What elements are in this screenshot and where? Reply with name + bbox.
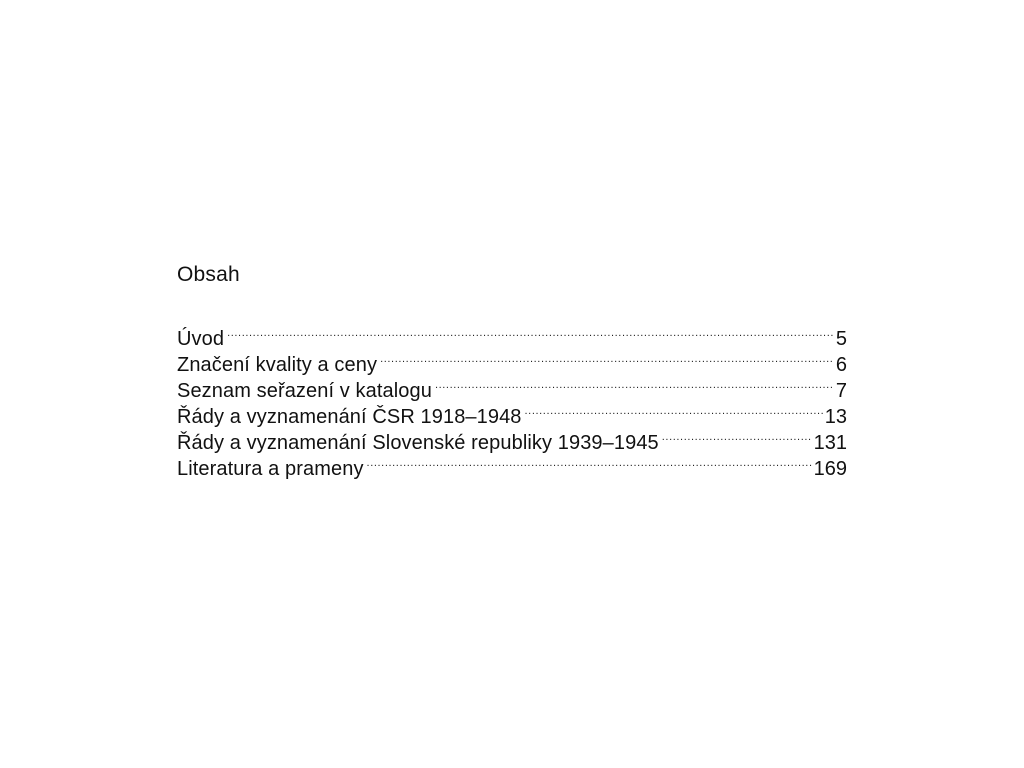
toc-entry-page: 6 xyxy=(835,354,847,376)
dot-leader xyxy=(227,319,834,345)
dot-leader xyxy=(367,449,812,475)
toc-entry-page: 131 xyxy=(813,432,847,454)
toc-entry-znaceni xyxy=(177,345,847,376)
table-of-contents xyxy=(177,262,847,480)
dot-leader xyxy=(435,371,834,397)
toc-entry-page: 13 xyxy=(824,406,847,428)
toc-entry-title: Řády a vyznamenání ČSR 1918–1948 xyxy=(177,406,522,428)
dot-leader xyxy=(380,345,834,371)
toc-entry-title: Seznam seřazení v katalogu xyxy=(177,380,432,402)
toc-entry-page: 7 xyxy=(835,380,847,402)
toc-entry-uvod xyxy=(177,319,847,350)
toc-entry-title: Značení kvality a ceny xyxy=(177,354,378,376)
toc-entry-title: Literatura a prameny xyxy=(177,458,364,480)
dot-leader xyxy=(525,397,823,423)
toc-list xyxy=(177,319,847,480)
toc-entry-page: 169 xyxy=(813,458,847,480)
toc-heading: Obsah xyxy=(177,263,240,286)
dot-leader xyxy=(662,423,812,449)
toc-entry-title: Řády a vyznamenání Slovenské republiky 1939–1945 xyxy=(177,432,659,454)
toc-entry-page: 5 xyxy=(835,328,847,350)
toc-entry-title: Úvod xyxy=(177,328,225,350)
